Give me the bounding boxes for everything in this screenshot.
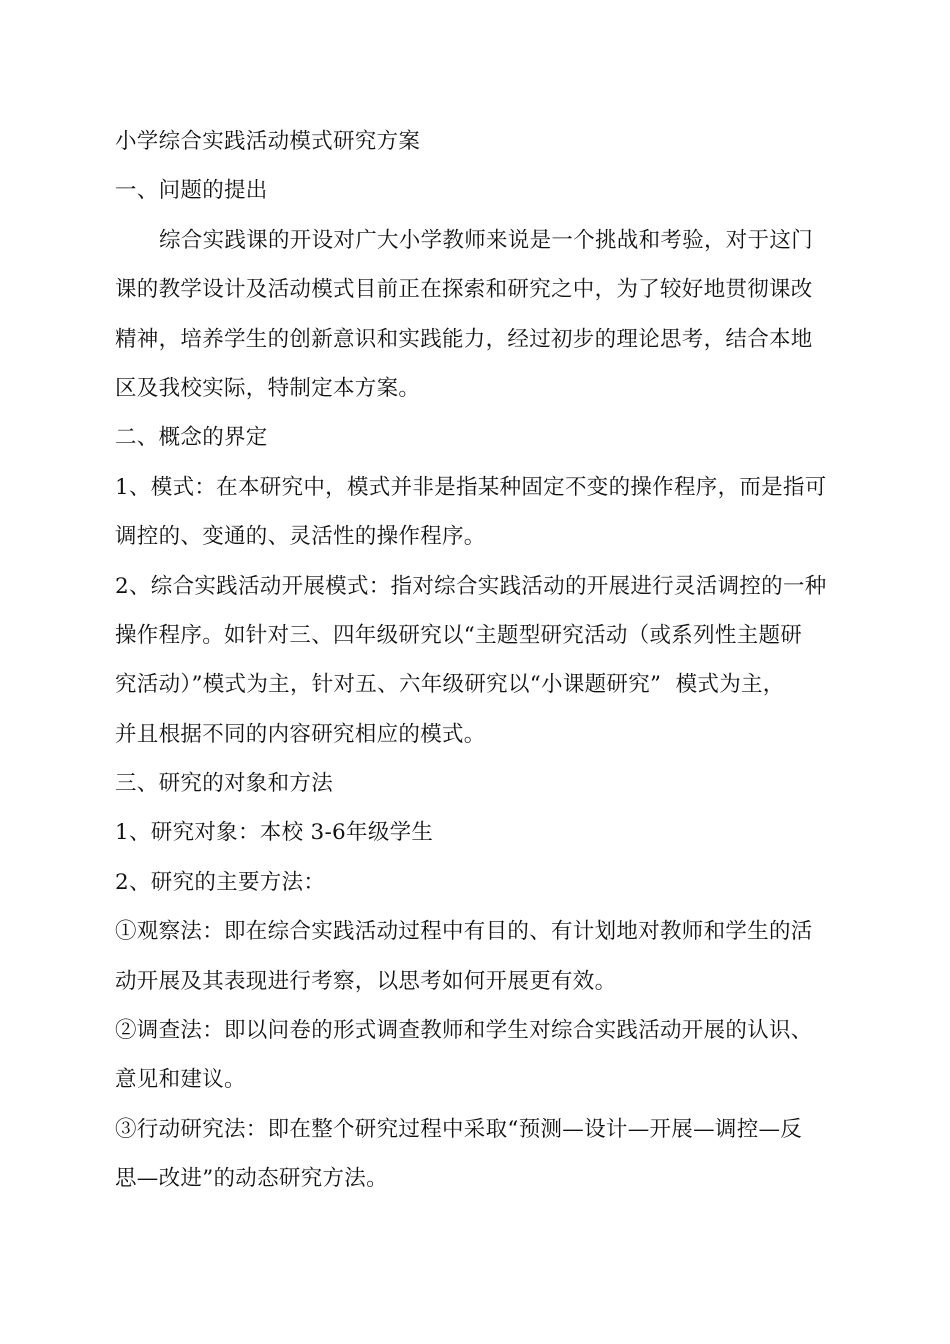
paragraph-line: 1、研究对象：本校 3-6年级学生 [115,820,434,846]
paragraph-line: ①观察法：即在综合实践活动过程中有目的、有计划地对教师和学生的活 [115,919,813,945]
paragraph-line: ③行动研究法：即在整个研究过程中采取“预测—设计—开展—调控—反 [115,1116,803,1142]
document-body [115,117,840,1204]
section-heading-2: 二、概念的界定 [115,425,268,451]
paragraph-line: 综合实践课的开设对广大小学教师来说是一个挑战和考验，对于这门 [159,227,814,253]
paragraph-line: 精神，培养学生的创新意识和实践能力，经过初步的理论思考，结合本地 [115,326,813,352]
paragraph-line: 思—改进”的动态研究方法。 [115,1166,388,1192]
paragraph-line: 区及我校实际，特制定本方案。 [115,375,421,401]
paragraph-line: 调控的、变通的、灵活性的操作程序。 [115,524,486,550]
section-heading-3: 三、研究的对象和方法 [115,771,334,797]
paragraph-line: 课的教学设计及活动模式目前正在探索和研究之中，为了较好地贯彻课改 [115,277,813,303]
section-heading-1: 一、问题的提出 [115,178,268,204]
paragraph-line: 2、研究的主要方法： [115,869,326,895]
paragraph-line: 究活动）”模式为主，针对五、六年级研究以“小课题研究” 模式为主， [115,672,785,698]
paragraph-line: 操作程序。如针对三、四年级研究以“主题型研究活动（或系列性主题研 [115,622,803,648]
paragraph-line: 意见和建议。 [115,1067,246,1093]
paragraph-line: 动开展及其表现进行考察，以思考如何开展更有效。 [115,968,617,994]
paragraph-line: 1、模式：在本研究中，模式并非是指某种固定不变的操作程序，而是指可 [115,474,827,500]
document-title: 小学综合实践活动模式研究方案 [115,129,421,154]
paragraph-line: 并且根据不同的内容研究相应的模式。 [115,721,486,747]
paragraph-line: ②调查法：即以问卷的形式调查教师和学生对综合实践活动开展的认识、 [115,1018,813,1044]
paragraph-line: 2、综合实践活动开展模式：指对综合实践活动的开展进行灵活调控的一种 [115,573,827,599]
